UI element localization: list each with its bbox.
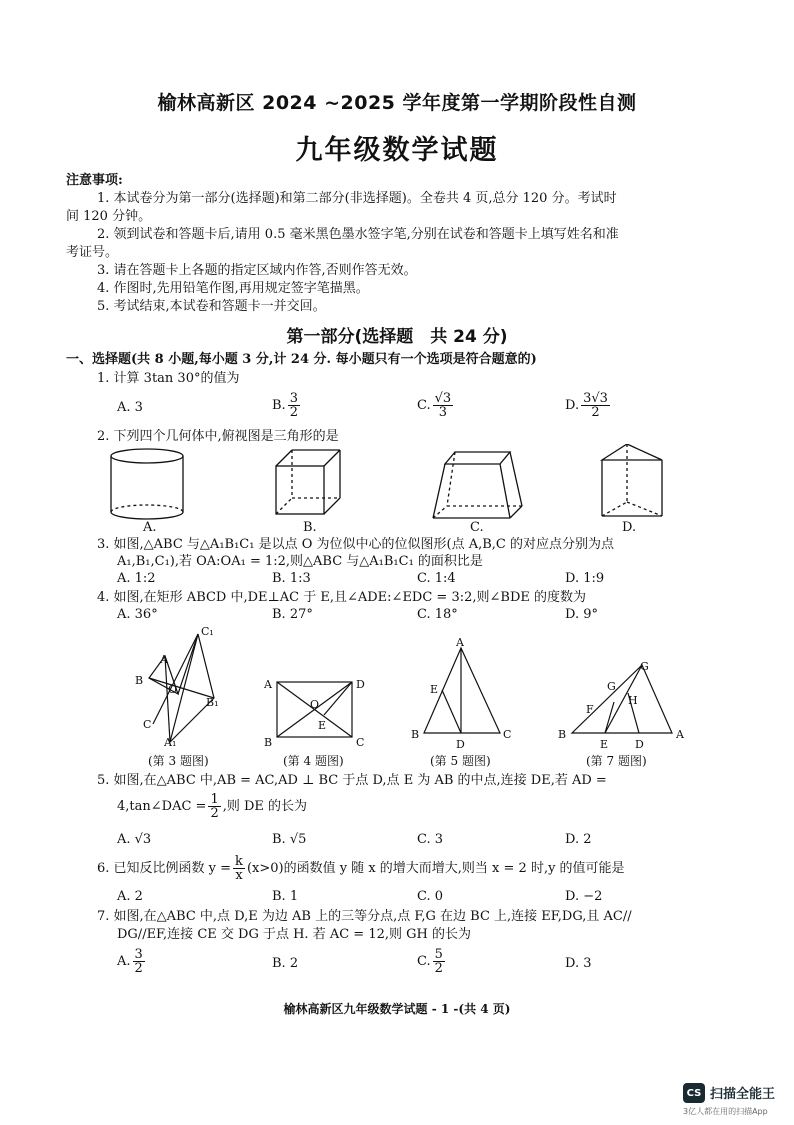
notice-title: 注意事项:	[66, 173, 123, 188]
cylinder-solid	[111, 449, 183, 519]
frustum-solid	[433, 452, 522, 518]
fig3-label-c: C	[143, 718, 152, 731]
notice-line: 考证号。	[66, 245, 119, 260]
q6-option-c: C. 0	[417, 889, 444, 904]
q2-option-c: C.	[470, 520, 484, 535]
q2-solids-figures	[100, 444, 700, 536]
question-5-line1: 5. 如图,在△ABC 中,AB = AC,AD ⊥ BC 于点 D,点 E 为 AB 的中点,连接 DE,若 AD =	[97, 773, 607, 788]
triangular-prism-solid	[602, 444, 662, 516]
q7-option-b: B. 2	[272, 956, 299, 971]
question-3-line2: A₁,B₁,C₁),若 OA:OA₁ = 1:2,则△ABC 与△A₁B₁C₁ 的面积比是	[117, 554, 483, 569]
q5-option-a: A. √3	[117, 832, 152, 847]
question-7-line2: DG//EF,连接 CE 交 DG 于点 H. 若 AC = 12,则 GH 的长为	[117, 927, 471, 942]
fig7-label-d: D	[635, 738, 644, 751]
q7-option-a: A. $\frac{3}{2}$	[117, 947, 143, 976]
q6-option-b: B. 1	[272, 889, 299, 904]
q7-option-d: D. 3	[565, 956, 592, 971]
fig5-label-d: D	[456, 738, 465, 751]
q3-option-b: B. 1:3	[272, 571, 311, 586]
q4-option-b: B. 27°	[272, 607, 313, 622]
fig7-label-h: H	[628, 694, 638, 707]
q4-option-d: D. 9°	[565, 607, 598, 622]
exam-header: 榆林高新区 2024 ~2025 学年度第一学期阶段性自测	[157, 92, 637, 114]
fig7-label-e: E	[600, 738, 609, 751]
fig3-label-a: A	[160, 653, 168, 666]
q4-option-a: A. 36°	[117, 607, 158, 622]
q5-option-c: C. 3	[417, 832, 444, 847]
section-title: 一、选择题(共 8 小题,每小题 3 分,计 24 分. 每小题只有一个选项是符合题意的)	[66, 352, 537, 367]
fig5-label-e: E	[430, 683, 439, 696]
fig4-label-b: B	[264, 736, 273, 749]
q6-option-d: D. −2	[565, 889, 603, 904]
question-4-stem: 4. 如图,在矩形 ABCD 中,DE⊥AC 于 E,且∠ADE:∠EDC = 3:2,则∠BDE 的度数为	[97, 590, 587, 605]
fig4-label-a: A	[264, 678, 272, 691]
fig4-label-e: E	[318, 719, 327, 732]
fig3-label-o: O	[168, 683, 178, 696]
figure-7	[572, 665, 672, 733]
camscanner-tagline: 3亿人都在用的扫描App	[683, 1107, 768, 1116]
q5-option-b: B. √5	[272, 832, 307, 847]
fig4-label-c: C	[356, 736, 365, 749]
camscanner-name: 扫描全能王	[710, 1087, 776, 1102]
notice-line: 3. 请在答题卡上各题的指定区域内作答,否则作答无效。	[97, 263, 417, 278]
camscanner-logo-icon: CS	[683, 1083, 705, 1103]
question-6-stem: 6. 已知反比例函数 y = $\frac{k}{x}$ (x>0)的函数值 y 随 x 的增大而增大,则当 x = 2 时,y 的值可能是	[97, 854, 625, 883]
q3-option-d: D. 1:9	[565, 571, 605, 586]
q2-option-a: A.	[143, 520, 157, 535]
fig7-label-a: A	[676, 728, 684, 741]
fig4-label-d: D	[356, 678, 365, 691]
fig4-caption: (第 4 题图)	[283, 754, 344, 768]
fig3-label-a1: A₁	[164, 736, 177, 749]
question-2-stem: 2. 下列四个几何体中,俯视图是三角形的是	[97, 429, 339, 444]
fig3-label-c1: C₁	[201, 625, 214, 638]
question-5-line2: 4,tan∠DAC = $\frac{1}{2}$ ,则 DE 的长为	[117, 792, 308, 821]
notice-line: 1. 本试卷分为第一部分(选择题)和第二部分(非选择题)。全卷共 4 页,总分 120 分。考试时	[97, 191, 617, 206]
q1-option-d: D. $\frac{3√3}{2}$	[565, 391, 608, 420]
cube-solid	[276, 450, 340, 514]
notice-line: 5. 考试结束,本试卷和答题卡一并交回。	[97, 299, 326, 314]
q1-option-c: C. $\frac{√3}{3}$	[417, 391, 452, 420]
q2-option-d: D.	[622, 520, 637, 535]
q4-option-c: C. 18°	[417, 607, 458, 622]
question-1-stem: 1. 计算 3tan 30°的值为	[97, 371, 240, 386]
fig5-label-c: C	[503, 728, 512, 741]
fig3-label-b: B	[135, 674, 144, 687]
q5-option-d: D. 2	[565, 832, 592, 847]
q3-option-a: A. 1:2	[117, 571, 156, 586]
q1-option-b: B. $\frac{3}{2}$	[272, 391, 298, 420]
fig5-label-a: A	[456, 636, 464, 649]
fig3-label-b1: B₁	[206, 696, 219, 709]
q2-option-b: B.	[303, 520, 317, 535]
fig5-label-b: B	[411, 728, 420, 741]
notice-line: 间 120 分钟。	[66, 209, 152, 224]
q6-option-a: A. 2	[117, 889, 143, 904]
figure-3	[149, 634, 214, 742]
q3-option-c: C. 1:4	[417, 571, 456, 586]
fig7-label-b: B	[558, 728, 567, 741]
page-footer: 榆林高新区九年级数学试题 - 1 -(共 4 页)	[283, 1002, 511, 1016]
part-one-title: 第一部分(选择题 共 24 分)	[286, 327, 508, 347]
q7-option-c: C. $\frac{5}{2}$	[417, 947, 443, 976]
notice-line: 4. 作图时,先用铅笔作图,再用规定签字笔描黑。	[97, 281, 369, 296]
figures-row	[0, 620, 794, 770]
fig7-label-f: F	[586, 703, 594, 716]
fig7-label-g-top: G	[640, 660, 649, 673]
fig7-label-g: G	[607, 680, 616, 693]
fig4-label-o: O	[310, 698, 320, 711]
fig7-caption: (第 7 题图)	[586, 754, 647, 768]
exam-subject-title: 九年级数学试题	[295, 135, 499, 166]
fig3-caption: (第 3 题图)	[148, 754, 209, 768]
question-7-line1: 7. 如图,在△ABC 中,点 D,E 为边 AB 上的三等分点,点 F,G 在边 BC 上,连接 EF,DG,且 AC//	[97, 909, 632, 924]
question-3-line1: 3. 如图,△ABC 与△A₁B₁C₁ 是以点 O 为位似中心的位似图形(点 A,B,C 的对应点分别为点	[97, 537, 614, 552]
notice-line: 2. 领到试卷和答题卡后,请用 0.5 毫米黑色墨水签字笔,分别在试卷和答题卡上填写姓名和准	[97, 227, 619, 242]
q1-option-a: A. 3	[117, 400, 143, 415]
fig5-caption: (第 5 题图)	[430, 754, 491, 768]
